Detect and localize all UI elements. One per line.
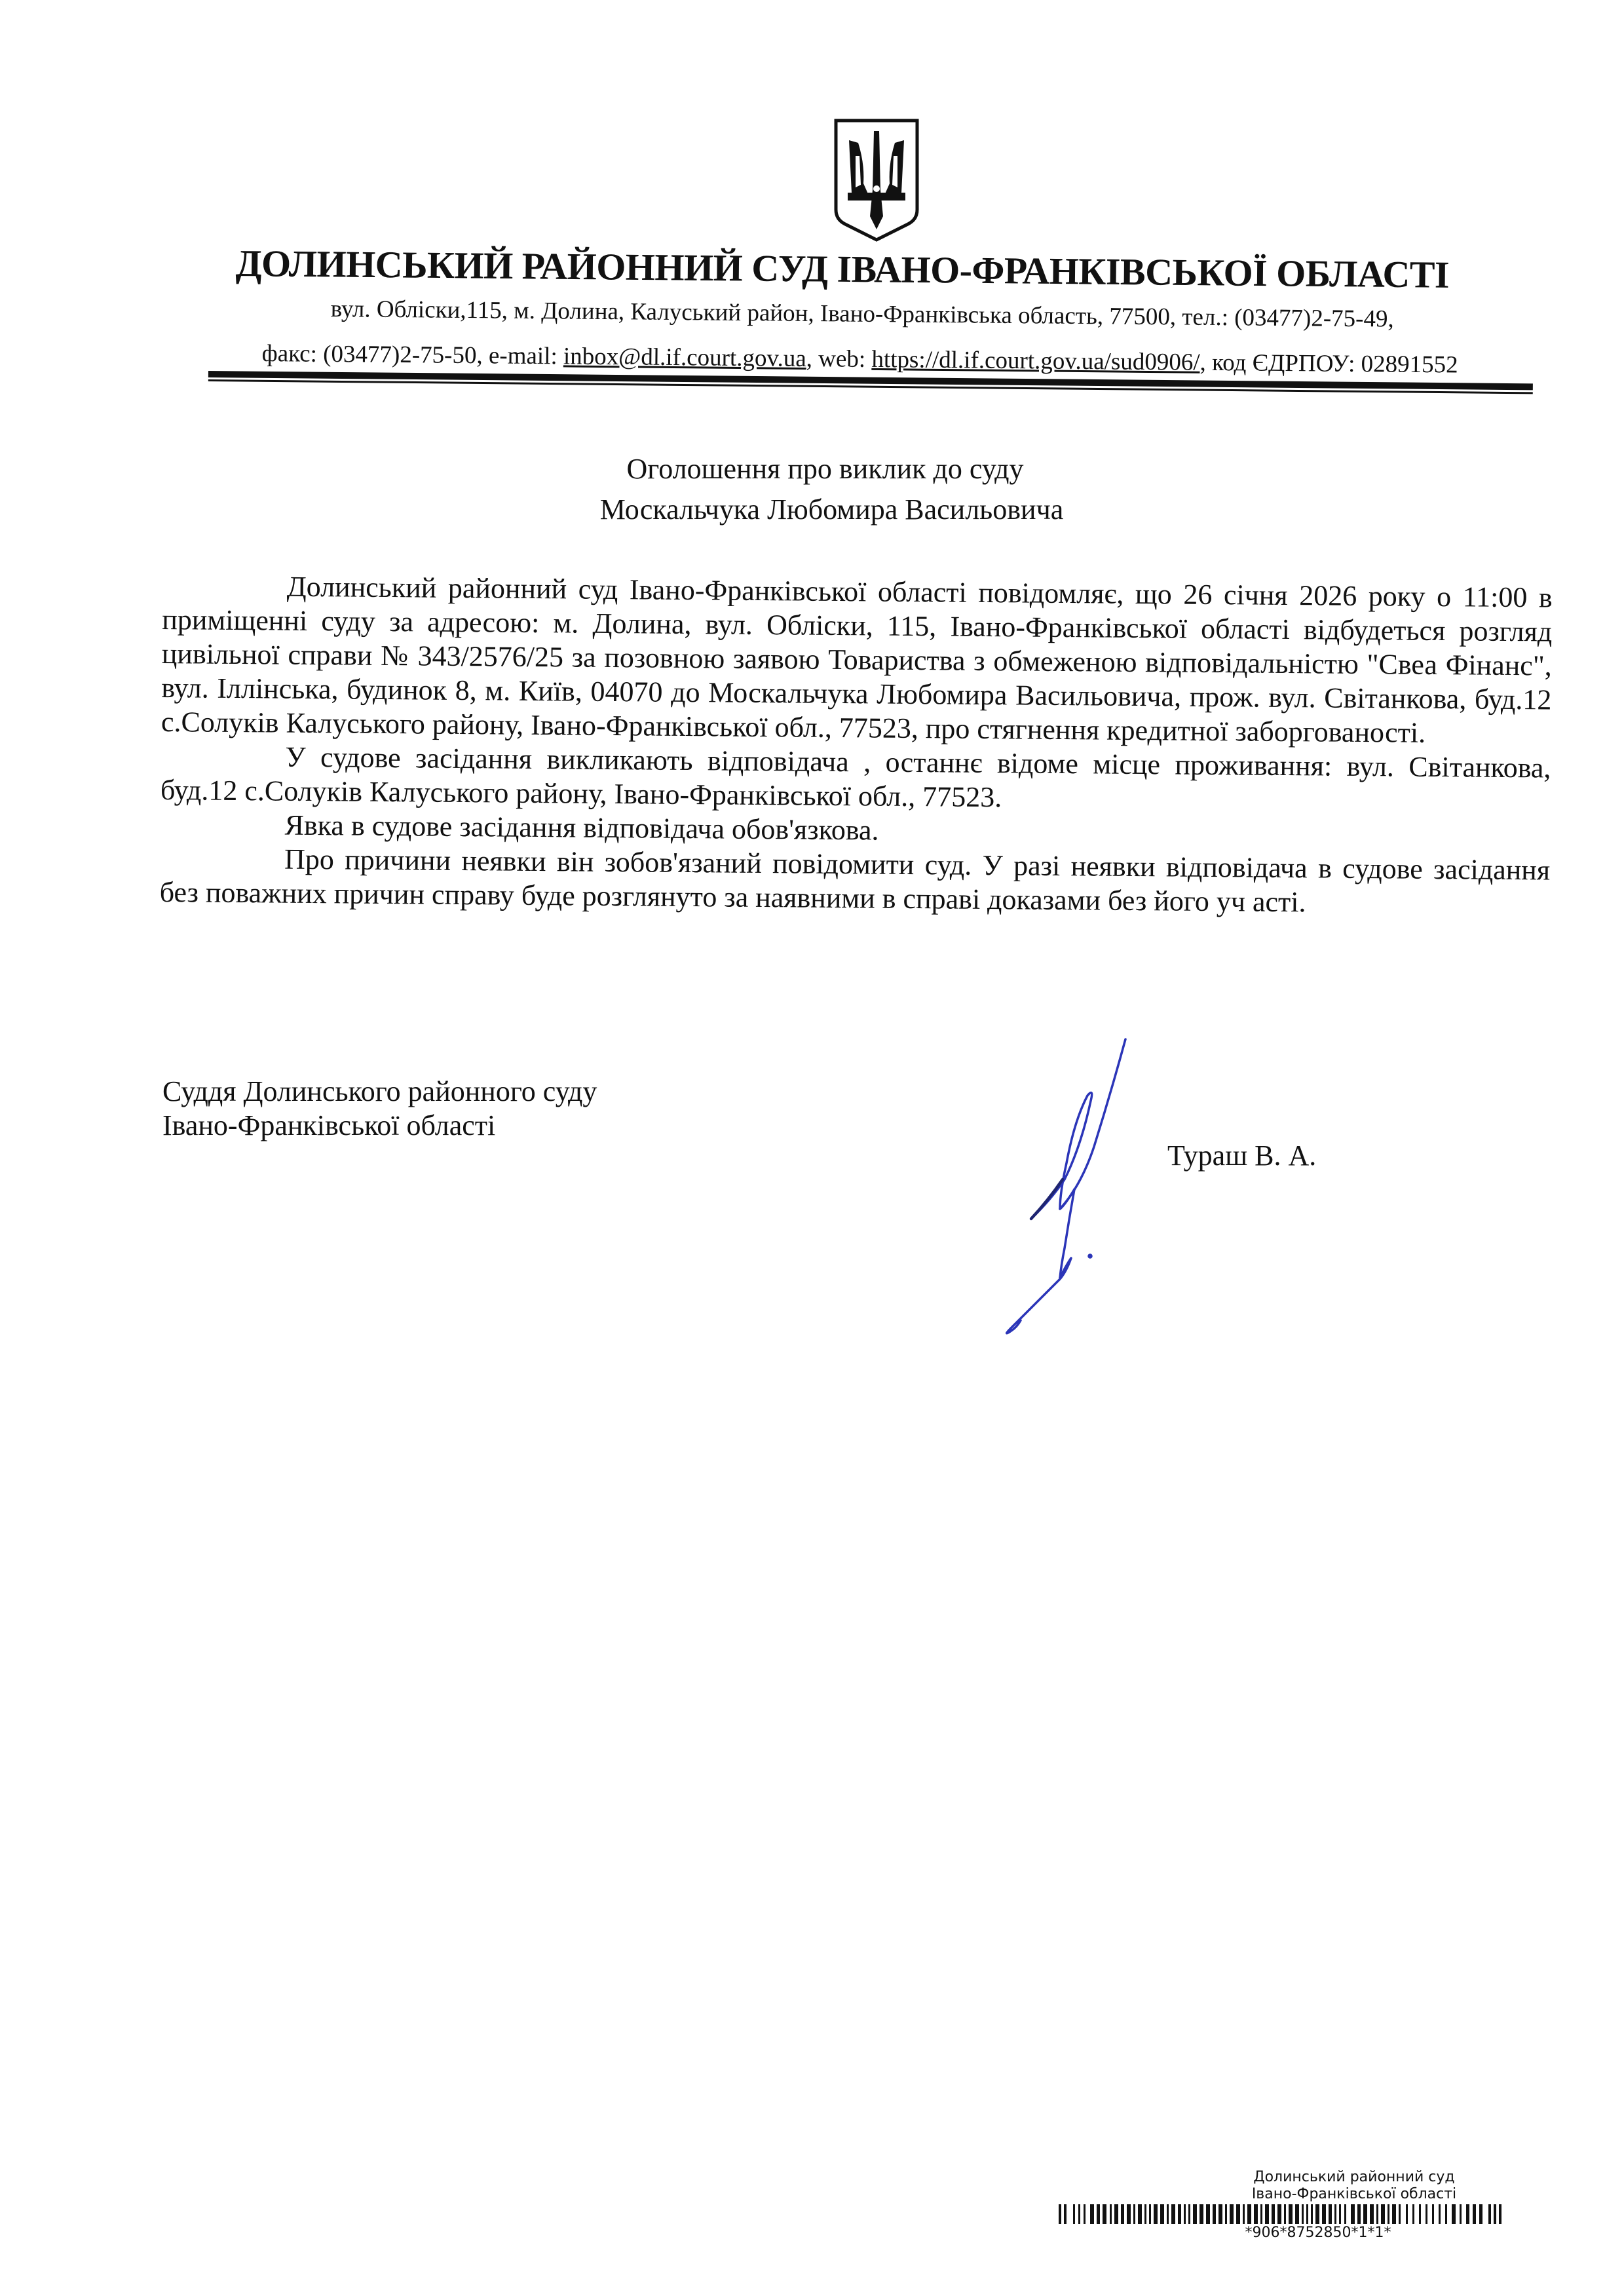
web-label: , web: xyxy=(806,345,872,373)
court-title: ДОЛИНСЬКИЙ РАЙОННИЙ СУД ІВАНО-ФРАНКІВСЬКОЇ ОБЛАСТІ xyxy=(235,241,1450,296)
notice-title: Оголошення про виклик до суду xyxy=(626,453,1024,485)
court-address: вул. Облiски,115, м. Долина, Калуський район, Iвано-Франкiвська область, 77500, тел.: (03477)2-75-49, xyxy=(330,295,1394,333)
fax-label: факс: (03477)2-75-50, e-mail: xyxy=(261,339,564,370)
website-link[interactable]: https://dl.if.court.gov.ua/sud0906/ xyxy=(871,345,1200,376)
email-link[interactable]: inbox@dl.if.court.gov.ua xyxy=(563,343,806,372)
ukraine-trident-emblem-icon xyxy=(831,111,922,242)
paragraph-summons: У судове засідання викликають відповідача , останнє відоме місце проживання: вул. Світанкова, буд.12 с.Солуків Калуського району, Івано-Франківської обл., 77523. xyxy=(160,740,1551,814)
handwritten-signature-icon xyxy=(983,1022,1179,1337)
judge-position-line1: Суддя Долинського районного суду xyxy=(162,1075,597,1107)
edrpou-code: , код ЄДРПОУ: 02891552 xyxy=(1199,349,1458,379)
notice-body xyxy=(159,569,1552,921)
paragraph-attendance: Явка в судове засідання відповідача обов'язкова. xyxy=(284,809,879,847)
judge-name: Тураш В. А. xyxy=(1167,1139,1317,1172)
notice-subject-name: Москальчука Любомира Васильовича xyxy=(599,493,1064,526)
stamp-region: Івано-Франківської області xyxy=(1251,2186,1457,2202)
judge-position-line2: Івано-Франківської області xyxy=(162,1109,496,1141)
paragraph-absence-consequence: Про причини неявки він зобов'язаний повідомити суд. У разі неявки відповідача в судове засідання без поважних причин справу буде розглянуто за наявними в справі доказами без його уч асті. xyxy=(159,843,1551,919)
barcode-icon xyxy=(1059,2204,1517,2224)
judge-position xyxy=(162,1075,597,1143)
paragraph-hearing-details: Долинський районний суд Івано-Франківської області повідомляє, що 26 січня 2026 року о 11:00 в приміщенні суду за адресою: м. Долина, вул. Обліски, 115, Івано-Франківської області відбудеться розгляд цивільної справи № 343/2576/25 за позовною заявою Товариства з обмеженою відповідальністю "Свеа Фінанс", вул. Іллінська, будинок 8, м. Київ, 04070 до Москальчука Любомира Васильовича, прож. вул. Світанкова, буд.12 с.Солуків Калуського району, Івано-Франківської обл., 77523, про стягнення кредитної заборгованості. xyxy=(161,570,1553,749)
stamp-court-name: Долинський районний суд xyxy=(1253,2169,1455,2185)
registry-stamp xyxy=(1056,2169,1528,2241)
barcode-number: *906*8752850*1*1* xyxy=(1245,2225,1391,2241)
